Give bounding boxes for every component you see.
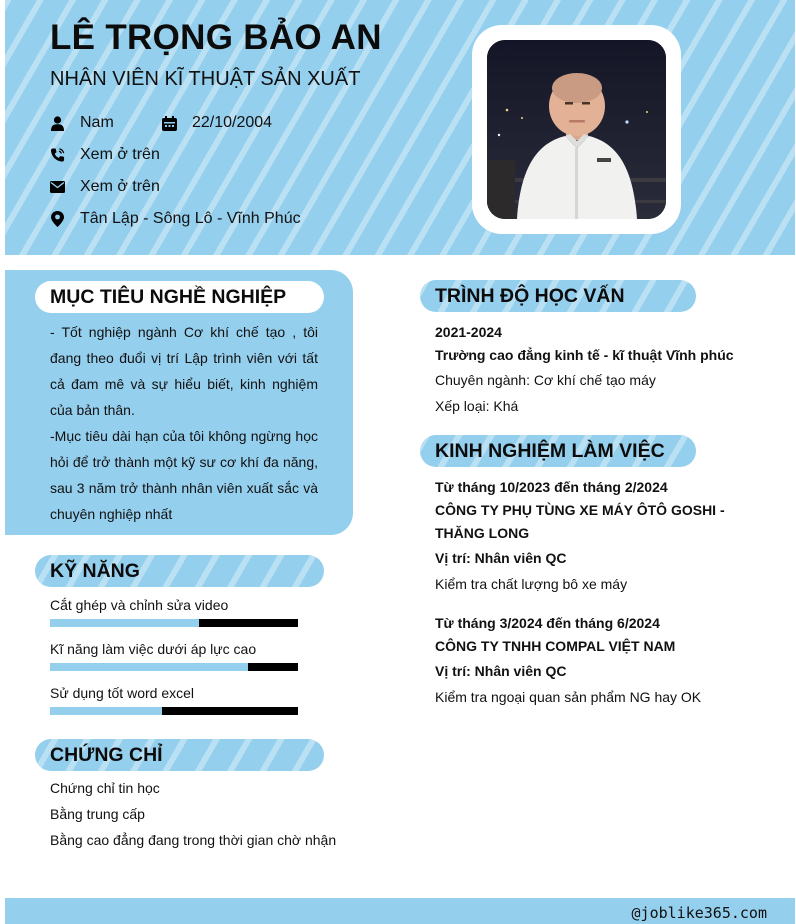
phone-value: Xem ở trên <box>80 146 160 163</box>
education-school: Trường cao đẳng kinh tế - kĩ thuật Vĩnh phúc <box>435 347 734 363</box>
experience-period: Từ tháng 10/2023 đến tháng 2/2024 <box>435 479 668 495</box>
skill-bar <box>50 663 298 671</box>
certificate-item: Chứng chỉ tin học <box>50 780 160 796</box>
skill-bar-fill <box>50 663 248 671</box>
gender-value: Nam <box>80 114 114 131</box>
email-row <box>50 176 160 198</box>
education-period: 2021-2024 <box>435 324 502 340</box>
map-pin-icon <box>50 211 65 227</box>
certificate-item: Bằng trung cấp <box>50 806 145 822</box>
experience-company: CÔNG TY TNHH COMPAL VIỆT NAM <box>435 638 676 654</box>
experience-position: Vị trí: Nhân viên QC <box>435 550 567 566</box>
objective-text <box>50 319 318 527</box>
phone-row <box>50 144 160 166</box>
objective-paragraph-2: -Mục tiêu dài hạn của tôi không ngừng học hỏi để trở thành một kỹ sư cơ khí đa năng, sau 3 năm trở thành nhân viên xuất sắc và chuyên nghiệp nhất <box>50 428 318 522</box>
education-major: Chuyên ngành: Cơ khí chế tạo máy <box>435 372 656 388</box>
skill-bar-fill <box>50 619 199 627</box>
experience-heading: KINH NGHIỆM LÀM VIỆC <box>420 435 696 467</box>
profile-photo <box>487 40 666 219</box>
skill-item <box>50 639 298 671</box>
certificate-item: Bằng cao đẳng đang trong thời gian chờ nhận <box>50 832 337 848</box>
experience-period: Từ tháng 3/2024 đến tháng 6/2024 <box>435 615 660 631</box>
skill-bar <box>50 707 298 715</box>
education-heading: TRÌNH ĐỘ HỌC VẤN <box>420 280 696 312</box>
address-row <box>50 208 301 230</box>
objective-heading: MỤC TIÊU NGHỀ NGHIỆP <box>35 281 324 313</box>
footer-bar <box>5 898 795 924</box>
dob-value: 22/10/2004 <box>192 114 273 131</box>
calendar-icon <box>162 115 177 131</box>
experience-position: Vị trí: Nhân viên QC <box>435 663 567 679</box>
candidate-name: LÊ TRỌNG BẢO AN <box>50 18 382 57</box>
experience-description: Kiểm tra ngoại quan sản phẩm NG hay OK <box>435 689 702 705</box>
watermark-text: @joblike365.com <box>631 904 767 922</box>
skill-label: Kĩ năng làm việc dưới áp lực cao <box>50 641 257 657</box>
education-rank: Xếp loại: Khá <box>435 398 519 414</box>
skill-bar-fill <box>50 707 162 715</box>
address-value: Tân Lập - Sông Lô - Vĩnh Phúc <box>80 210 301 227</box>
dob-row <box>162 112 272 134</box>
skill-item <box>50 595 298 627</box>
experience-description: Kiểm tra chất lượng bô xe máy <box>435 576 628 592</box>
skill-item <box>50 683 298 715</box>
photo-frame <box>472 25 681 234</box>
skills-heading: KỸ NĂNG <box>35 555 324 587</box>
skill-label: Cắt ghép và chỉnh sửa video <box>50 597 229 613</box>
gender-row <box>50 112 114 134</box>
user-icon <box>50 115 65 131</box>
skill-bar <box>50 619 298 627</box>
email-value: Xem ở trên <box>80 178 160 195</box>
experience-company: CÔNG TY PHỤ TÙNG XE MÁY ÔTÔ GOSHI - THĂNG LONG <box>435 502 725 541</box>
cv-header <box>5 0 795 255</box>
phone-icon <box>50 147 65 163</box>
certificates-heading: CHỨNG CHỈ <box>35 739 324 771</box>
job-title: NHÂN VIÊN KĨ THUẬT SẢN XUẤT <box>50 68 361 90</box>
envelope-icon <box>50 179 65 195</box>
skill-label: Sử dụng tốt word excel <box>50 685 195 701</box>
objective-paragraph-1: - Tốt nghiệp ngành Cơ khí chế tạo , tôi đang theo đuổi vị trí Lập trình viên với tất cả đam mê và sự hiểu biết, kinh nghiệm của bản thân. <box>50 324 318 418</box>
